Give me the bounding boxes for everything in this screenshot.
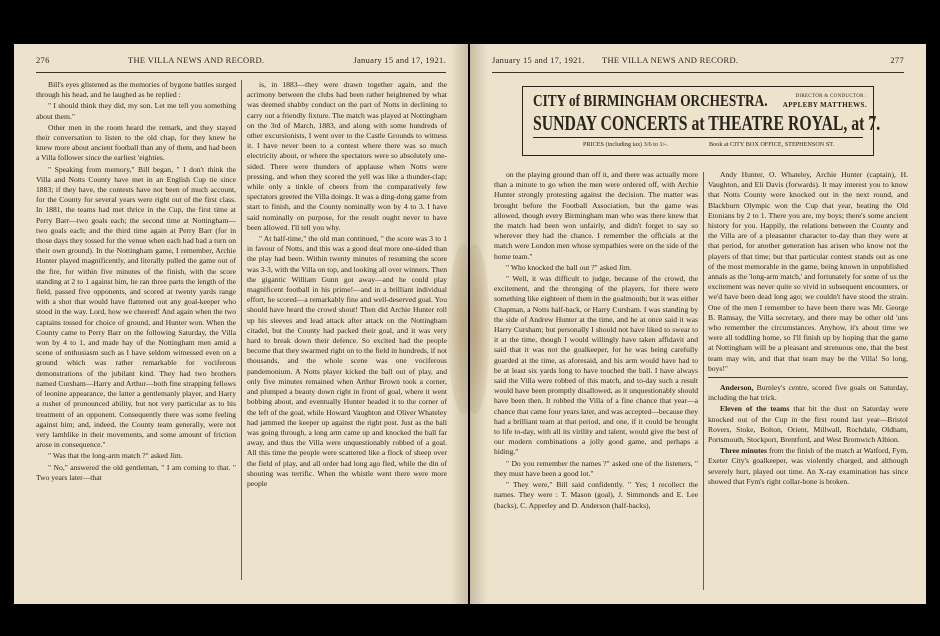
ad-prices: PRICES (including tax) 3/6 to 1/-. bbox=[583, 141, 668, 148]
paragraph: " Do you remember the names ?" asked one of the listeners, " they must have been a good lot." bbox=[494, 458, 698, 478]
paragraph: on the playing ground than off it, and there was actually more than a minute to go when the men were ordered off, with Archie Hunter strongly protesting against the decision. The matter was brought before the Football Association, but the game was allowed, though every Birmingham man who was there knew that the match had been won unfairly, and didn't forget to say so wherever they had the chance. I remember the officials at the match were London men whose sympathies were on the side of the home team." bbox=[494, 170, 698, 261]
paragraph: " Well, it was difficult to judge, because of the crowd, the excitement, and the thronging of the players, for there were something like eighteen of them in the goalmouth; but it was either Chapman, a Notts half-back, or Harry Cursham. I was standing by the side of Andrew Hunter at the time, and he at once said it was Harry Cursham; but personally I should not have liked to swear to it at the time, though I would willingly have taken affidavit and said that it was not the goalkeeper, for he was being carefully guarded at the time, as aforesaid, and his arm would have had to be at least six yards long to have touched the ball. I have always said the Villa were robbed of this match, and to-day such a result would have been promptly disallowed, as it unquestionably should have been then. It robbed the Villa of a fine chance that year—a chance that came four years later, and was accepted—because they had a brilliant team at that period, and one, if it could be brought to life to-day, with all its virility and talent, would give the best of our modern combinations a jolly good game, and perhaps a hiding." bbox=[494, 274, 698, 457]
notes-divider bbox=[708, 377, 908, 378]
note-text: from the finish of the match at Watford, Fym, Exeter City's goalkeeper, was violently charged, and although severely hurt, played out time. An X-ray examination has since showed that Fym's right collar-bone is broken. bbox=[708, 446, 908, 486]
note-lead: Eleven of the teams bbox=[720, 404, 790, 414]
note-lead: Three minutes bbox=[720, 446, 767, 456]
paragraph: " They were," Bill said confidently. " Yes; I recollect the names. They were : T. Mason (goal), J. Simmonds and E. Lee (backs), C. Apperley and D. Anderson (half-backs), bbox=[494, 480, 698, 510]
paragraph: Other men in the room heard the remark, and they stayed their conversation to listen to the old chap, for they knew he knew more about ancient football than any of them, and had been a Villa follower since the earliest 'eighties. bbox=[36, 122, 236, 163]
running-head bbox=[36, 55, 446, 69]
article-column-3 bbox=[494, 170, 698, 594]
article-column-2 bbox=[247, 80, 447, 594]
paragraph: " I should think they did, my son. Let me tell you something about them." bbox=[36, 101, 236, 121]
column-divider bbox=[703, 172, 704, 590]
paragraph: Andy Hunter, O. Whateley, Archie Hunter (captain), H. Vaughton, and Eli Davis (forwards). It may interest you to know that Notts County were knocked out in the next round, and Blackburn Olympic won the Cup that year, beating the Old Etonians by 2 to 1. There you are, my boys; there's some ancient history for you. Happily, the relations between the County and the Villa are of a pleasanter character to-day than they were at that period, for another generation has arisen who know not the players of that time; but that particular contest stands out as one of the most memorable in the game, being known in unpublished annals as the 'long-arm match,' and fortunately for some of us the excitement was never quite so vivid in subsequent encounters, or we'd have been dead long ago; we couldn't have stood the strain. One of the men I remember to have been there was Mr. George B. Ramsay, the Villa secretary, and there may be other old 'uns who remember the circumstances. Anyhow, it's about time we were all toddling home, so I'll finish up by hoping that the game at Nottingham will be a pleasant and strenuous one, that the best team may win, and that that team may be the Villa! So long, boys!" bbox=[708, 170, 908, 373]
paragraph: " At half-time," the old man continued, " the score was 3 to 1 in favour of Notts, and this was a good deal more one-sided than the play had been. Within twenty minutes of resuming the score was 3-3, with the Villa on top, and looking all over winners. Then the gigantic William Gunn got away—and he could play magnificent football in his prime!—and in a brilliant individual effort, he scored—a remarkably fine and well-deserved goal. You should have heard the crowd shout! Then did Archie Hunter roll up his sleeves and lead attack after attack on the Nottingham citadel, but the County had packed their goal, and it was very hard to break down their defence. So excited had the people become that they swarmed right on to the field in hundreds, if not thousands, and the whole scene was one vociferous pandemonium. A Notts player kicked the ball out of play, and only five minutes remained when Arthur Brown took a corner, and plumped a beauty down right in front of goal, where it went bobbing about, and eventually Hunter headed it to the corner of the left of the goal, while Howard Vaughton and Oliver Whateley had jammed the keeper up against the right post. Just as the ball was going through, a long arm came up and knocked the ball far away, and thus the Villa were unquestionably robbed of a goal. All this time the people were scattered like a flock of sheep over the field of play, and all order had long ago fled, while the din of shouting was terrific. When the whistle went there were more people bbox=[247, 234, 447, 488]
running-head bbox=[492, 55, 904, 69]
news-note bbox=[708, 383, 908, 403]
note-text: Burnley's centre, scored five goals on Saturday, including the hat trick. bbox=[708, 383, 908, 403]
left-page bbox=[14, 44, 468, 604]
ad-conductor-credit bbox=[765, 93, 867, 109]
ad-booking-info: Book at CITY BOX OFFICE, STEPHENSON ST. bbox=[709, 141, 835, 148]
article-column-4 bbox=[708, 170, 908, 594]
ad-concert-headline: SUNDAY CONCERTS at THEATRE ROYAL, at 7. bbox=[533, 111, 881, 135]
page-number: 276 bbox=[36, 55, 50, 65]
paragraph: " Who knocked the ball out ?" asked Jim. bbox=[506, 262, 632, 272]
column-divider bbox=[241, 80, 242, 580]
issue-date: January 15 and 17, 1921. bbox=[353, 55, 446, 65]
ad-divider bbox=[533, 137, 863, 138]
publication-title: THE VILLA NEWS AND RECORD. bbox=[602, 55, 739, 65]
issue-date: January 15 and 17, 1921. bbox=[492, 55, 585, 65]
ad-orchestra-name: CITY of BIRMINGHAM ORCHESTRA. bbox=[533, 91, 768, 110]
publication-title: THE VILLA NEWS AND RECORD. bbox=[128, 55, 265, 65]
ad-conductor-name: APPLEBY MATTHEWS. bbox=[782, 101, 867, 109]
football-notes bbox=[708, 383, 908, 487]
paragraph: Bill's eyes glistened as the memories of bygone battles surged through his head, and he laughed as he replied : bbox=[36, 80, 236, 100]
ad-conductor-label: DIRECTOR & CONDUCTOR : bbox=[795, 94, 867, 99]
article-column-1 bbox=[36, 80, 236, 594]
news-note bbox=[708, 404, 908, 445]
paragraph: " Was that the long-arm match ?" asked Jim. bbox=[48, 451, 183, 461]
paragraph: " Speaking from memory," Bill began, " I don't think the Villa and Notts County have met in an English Cup tie since 1883; if they have, the contests have not been of much account, for the County for several years were right out of the first class. In 1881, the teams had met thrice in the Cup, the first time at Perry Barr—two goals each; the second time at Nottingham—two goals each; and the third time again at Perry Barr (for in those days they tossed for the venue when each had had a turn on their own ground). In the Nottingham game, I remember, Archie Hunter played magnificently, and literally pulled the game out of the fire, for within five minutes of the finish, with the score standing at 2 to 1 against him, he ran three parts the length of the field, passed five opponents, and scored at twenty yards range with a shot that would have flattened out any goal-keeper who stood in the way. Lord, how we cheered! And again when the two captains tossed for choice of ground, and Hunter won. When the County came to Perry Barr on the following Saturday, the Villa won by 4 to 1, and made hay of the Nottingham men amid a scene of enthusiasm such as I have seldom witnessed even on a ground which was rather remarkable for vociferous demonstrations of the jubilant kind. They had two brothers named Cursham—Harry and Arthur—both fine strapping fellows of leonine appearance, the latter a gentlemanly player, and Harry a rusher of pronounced ability, but not very particular as to his treatment of an opponent. Consequently there was some feeling against him; and, indeed, the County team generally, were not very lamblike in their movements, and some amount of friction arose in consequence." bbox=[36, 164, 236, 450]
article-continuation bbox=[708, 170, 908, 374]
page-number: 277 bbox=[890, 55, 904, 65]
note-lead: Anderson, bbox=[720, 383, 754, 393]
orchestra-advertisement bbox=[522, 86, 881, 156]
paragraph: " No," answered the old gentleman, " I am coming to that. " Two years later—that bbox=[36, 462, 236, 482]
header-rule bbox=[36, 72, 446, 73]
paragraph: is, in 1883—they were drawn together again, and the acrimony between the clubs had been rather heightened by what was deemed shabby conduct on the part of Notts in declining to carry out a friendly fixture. The match was played at Nottingham on the 3rd of March, 1883, and along with some hundreds of other excursionists, I went over to the Castle Grounds to witness it. I have never been to a contest where there was so much electricity about, or where the spectators were so absolutely one-sided. There were thunders of applause when Notts were pressing, and when they scored the yell was like a thunder-clap; while only a tinkle of cheers from the comparatively few spectators greeted the Villa doings. It was a ding-dong game from start to finish, and the County nominally won by 4 to 3. I have said nominally on purpose, for the result ought never to have been allowed. I'll tell you why. bbox=[247, 80, 447, 232]
right-page bbox=[470, 44, 926, 604]
note-text: that bit the dust on Saturday were knocked out of the Cup in the first round last year—Bristol Rovers, Stoke, Bolton, Orient, Millwall, Rochdale, Oldham, Portsmouth, Stockport, Brentford, and West Bromwich Albion. bbox=[708, 404, 908, 445]
news-note bbox=[708, 446, 908, 487]
header-rule bbox=[492, 72, 904, 73]
